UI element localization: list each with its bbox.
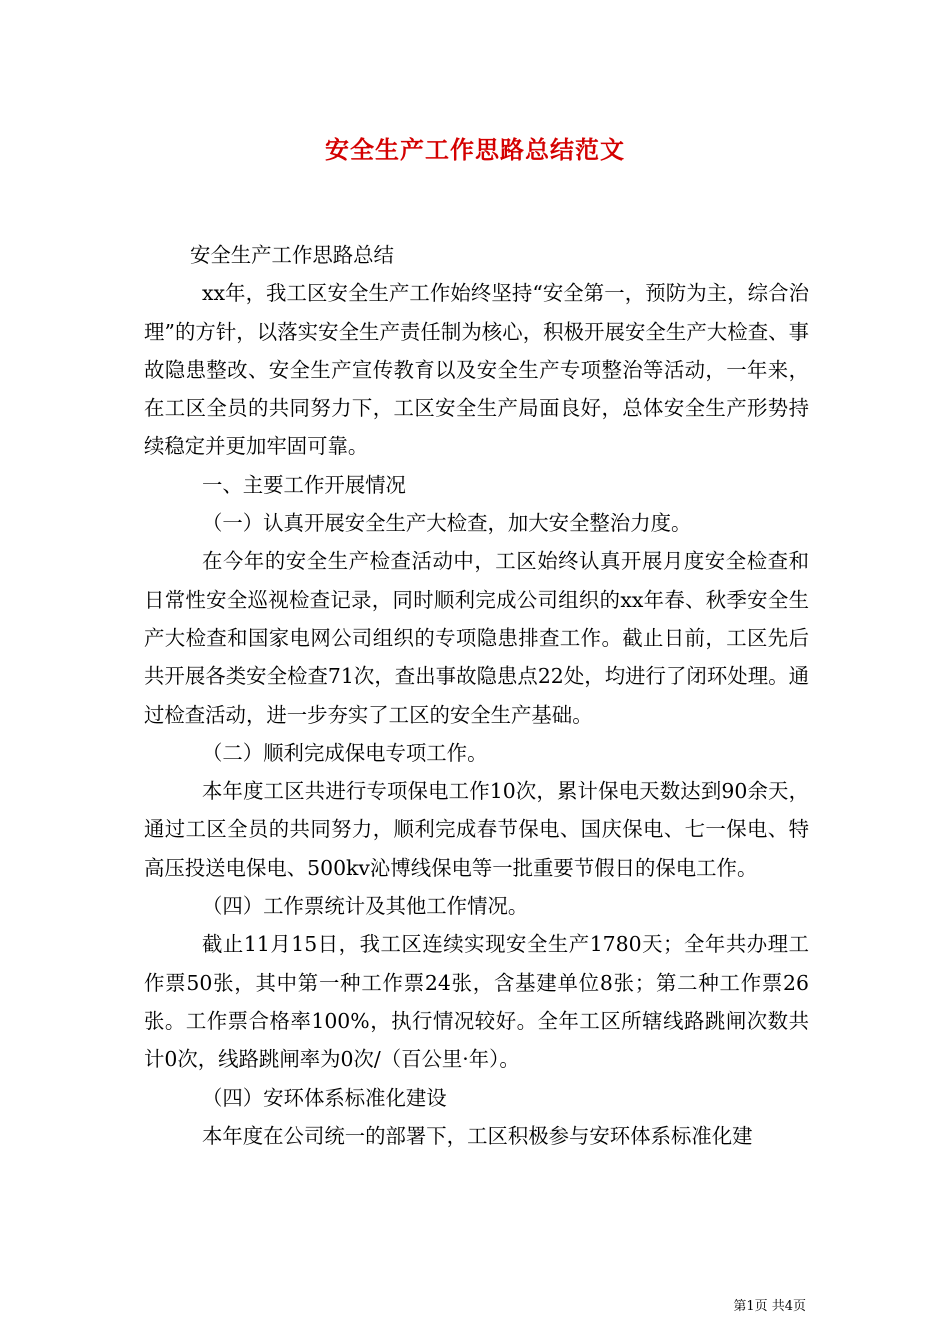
subsection-heading: （四）安环体系标准化建设 xyxy=(202,1085,447,1110)
section-heading: 一、主要工作开展情况 xyxy=(202,472,406,497)
paragraph: 本年度工区共进行专项保电工作10次，累计保电天数达到90余天，通过工区全员的共同努力，顺利完成春节保电、国庆保电、七一保电、特高压投送电保电、500kv沁博线保电等一批重要节假日的保电工作。 xyxy=(144,779,809,880)
page-number: 第1页 共4页 xyxy=(733,1299,806,1314)
paragraph: 本年度在公司统一的部署下，工区积极参与安环体系标准化建 xyxy=(202,1123,753,1148)
subsection-heading: （二）顺利完成保电专项工作。 xyxy=(202,740,488,765)
paragraph-intro: xx年，我工区安全生产工作始终坚持“安全第一，预防为主，综合治理”的方针，以落实安全生产责任制为核心，积极开展安全生产大检查、事故隐患整改、安全生产宣传教育以及安全生产专项整治等活动，一年来，在工区全员的共同努力下，工区安全生产局面良好，总体安全生产形势持续稳定并更加牢固可靠。 xyxy=(144,281,809,459)
subsection-heading: （一）认真开展安全生产大检查，加大安全整治力度。 xyxy=(202,511,692,536)
paragraph: 截止11月15日，我工区连续实现安全生产1780天；全年共办理工作票50张，其中第一种工作票24张，含基建单位8张；第二种工作票26张。工作票合格率100%，执行情况较好。全年工区所辖线路跳闸次数共计0次，线路跳闸率为0次/（百公里·年）。 xyxy=(144,932,809,1072)
paragraph-subtitle: 安全生产工作思路总结 xyxy=(190,243,394,267)
document-body xyxy=(144,236,809,1155)
paragraph: 在今年的安全生产检查活动中，工区始终认真开展月度安全检查和日常性安全巡视检查记录，同时顺利完成公司组织的xx年春、秋季安全生产大检查和国家电网公司组织的专项隐患排查工作。截止日前，工区先后共开展各类安全检查71次，查出事故隐患点22处，均进行了闭环处理。通过检查活动，进一步夯实了工区的安全生产基础。 xyxy=(144,549,809,727)
subsection-heading: （四）工作票统计及其他工作情况。 xyxy=(202,894,529,919)
document-title: 安全生产工作思路总结范文 xyxy=(325,135,625,164)
